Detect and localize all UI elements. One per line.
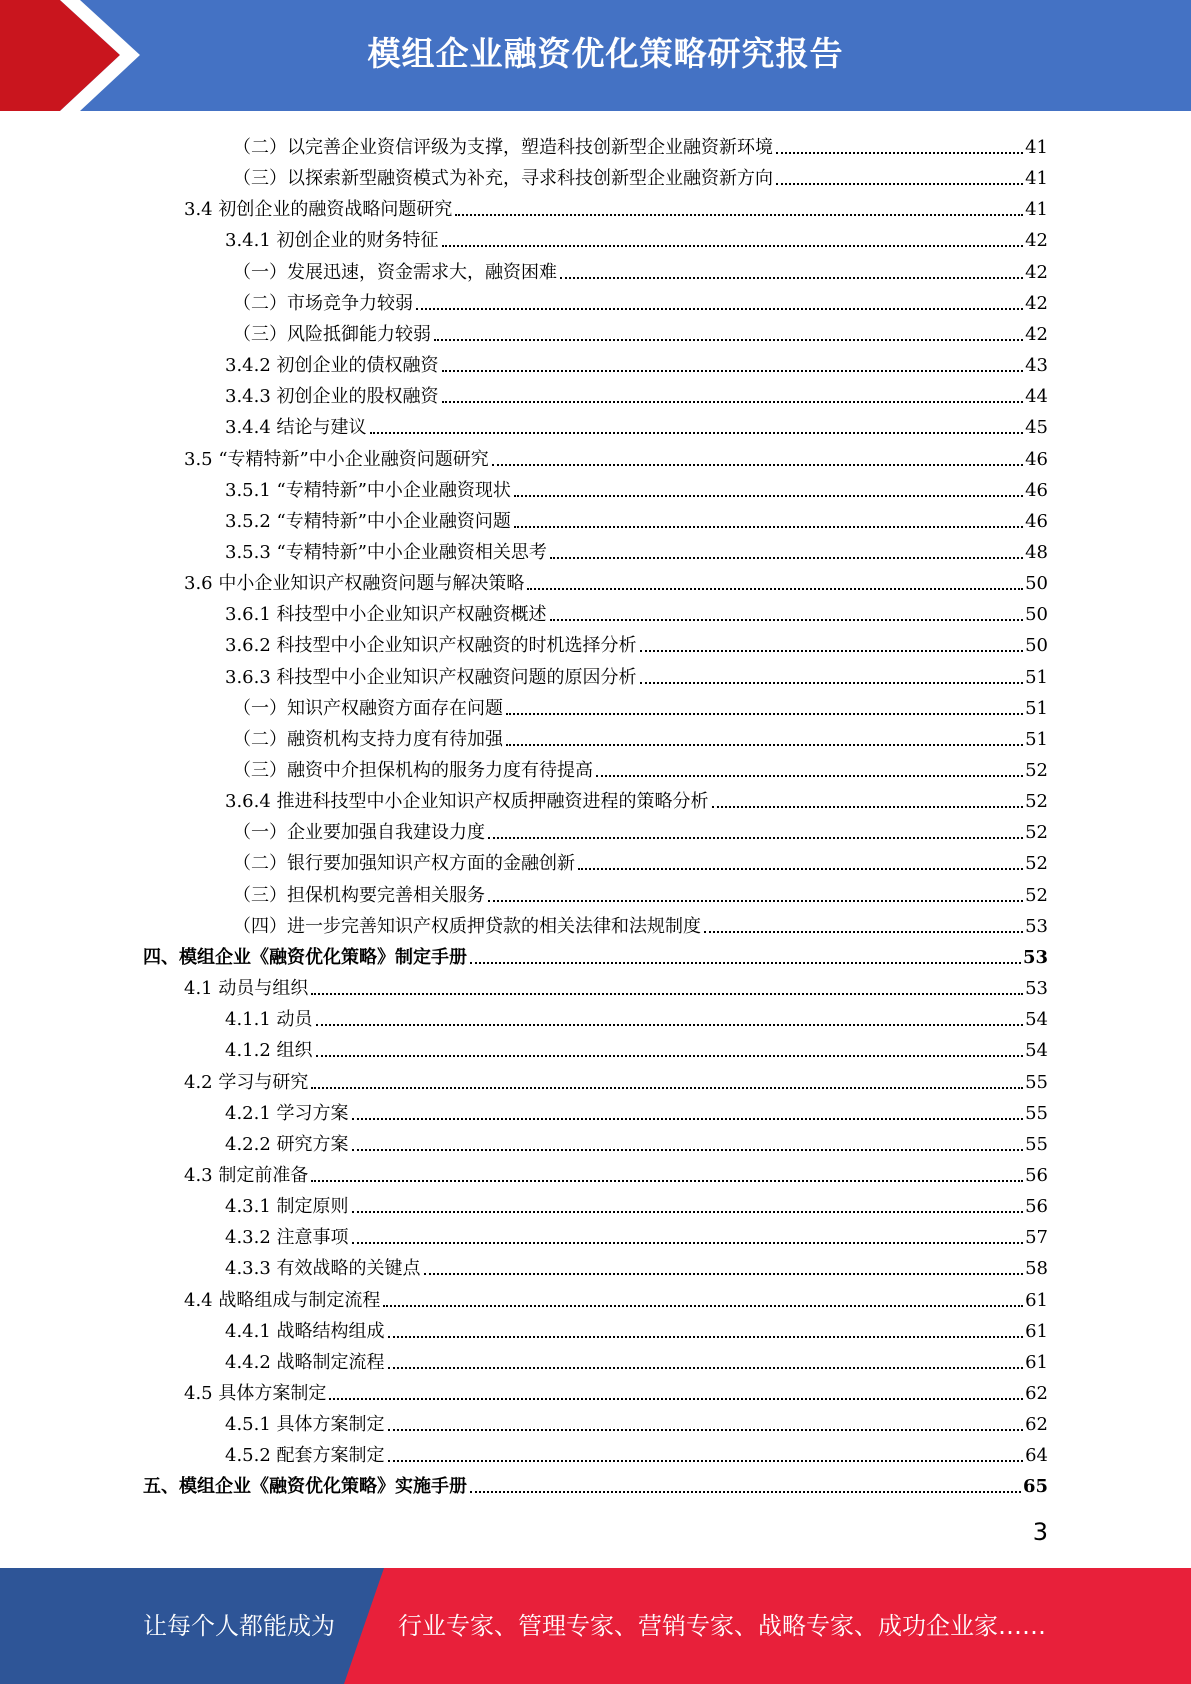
toc-leader-dots — [550, 556, 1023, 559]
toc-entry-page: 43 — [1025, 355, 1048, 377]
toc-leader-dots — [352, 1148, 1024, 1151]
toc-leader-dots — [550, 618, 1024, 621]
toc-entry-page: 51 — [1025, 697, 1048, 719]
footer-slogan-left: 让每个人都能成为 — [143, 1612, 335, 1640]
toc-entry-label: 4.5.1 具体方案制定 — [225, 1414, 385, 1436]
toc-entry-page: 55 — [1025, 1102, 1048, 1124]
toc-entry[interactable] — [225, 1249, 1048, 1280]
toc-entry-label: 4.3.3 有效战略的关键点 — [225, 1258, 421, 1280]
toc-entry-page: 51 — [1025, 728, 1048, 750]
toc-entry-label: 4.5.2 配套方案制定 — [225, 1445, 385, 1467]
toc-entry-label: （三）融资中介担保机构的服务力度有待提高 — [233, 760, 593, 781]
toc-entry-label: 3.5.3 “专精特新”中小企业融资相关思考 — [225, 541, 547, 563]
toc-entry-label: （三）以探索新型融资模式为补充，寻求科技创新型企业融资新方向 — [233, 168, 773, 190]
toc-entry[interactable] — [184, 190, 1048, 221]
toc-entry-label: 3.6 中小企业知识产权融资问题与解决策略 — [184, 573, 525, 595]
toc-leader-dots — [455, 213, 1023, 216]
toc-entry-page: 62 — [1025, 1383, 1048, 1404]
toc-entry-label: （二）融资机构支持力度有待加强 — [233, 728, 503, 750]
toc-leader-dots — [424, 1272, 1024, 1275]
toc-entry-page: 50 — [1025, 604, 1048, 626]
report-title: 模组企业融资优化策略研究报告 — [367, 34, 844, 73]
toc-entry[interactable] — [225, 1125, 1048, 1156]
toc-entry-page: 55 — [1025, 1133, 1048, 1155]
toc-entry-label: 4.3.2 注意事项 — [225, 1227, 349, 1249]
toc-entry[interactable] — [233, 751, 1048, 782]
toc-entry-page: 62 — [1025, 1414, 1048, 1436]
toc-leader-dots — [776, 151, 1023, 154]
toc-leader-dots — [470, 1490, 1021, 1493]
toc-entry[interactable] — [233, 315, 1048, 346]
page-number: 3 — [1032, 1518, 1048, 1546]
toc-entry-page: 56 — [1025, 1164, 1048, 1186]
toc-entry-page: 41 — [1025, 199, 1048, 221]
toc-entry[interactable] — [225, 1436, 1048, 1467]
toc-leader-dots — [388, 1366, 1024, 1369]
toc-entry[interactable] — [225, 1187, 1048, 1218]
toc-entry-label: 4.2.2 研究方案 — [225, 1133, 349, 1155]
toc-entry-label: （一）企业要加强自我建设力度 — [233, 822, 485, 844]
toc-leader-dots — [506, 743, 1023, 746]
toc-entry-label: 4.1.1 动员 — [225, 1009, 313, 1031]
toc-entry-page: 42 — [1025, 323, 1048, 345]
toc-entry-page: 45 — [1025, 417, 1048, 439]
toc-entry-label: 3.5.2 “专精特新”中小企业融资问题 — [225, 510, 511, 532]
toc-entry[interactable] — [184, 1156, 1048, 1187]
toc-entry[interactable] — [184, 564, 1048, 595]
toc-entry-label: 3.6.4 推进科技型中小企业知识产权质押融资进程的策略分析 — [225, 791, 709, 813]
toc-entry-label: 四、模组企业《融资优化策略》制定手册 — [143, 946, 467, 968]
toc-leader-dots — [640, 681, 1024, 684]
footer-slogan-right: 行业专家、管理专家、营销专家、战略专家、成功企业家…… — [398, 1612, 1046, 1640]
toc-leader-dots — [514, 525, 1023, 528]
toc-leader-dots — [776, 182, 1023, 185]
toc-entry[interactable] — [225, 533, 1048, 564]
toc-leader-dots — [514, 494, 1023, 497]
toc-entry-page: 52 — [1025, 760, 1048, 781]
toc-entry-label: 4.3 制定前准备 — [184, 1164, 309, 1186]
toc-entry-label: 4.5 具体方案制定 — [184, 1383, 327, 1404]
toc-entry-label: 3.4.4 结论与建议 — [225, 417, 367, 439]
toc-entry[interactable] — [184, 440, 1048, 471]
toc-entry[interactable] — [225, 626, 1048, 657]
toc-entry-page: 52 — [1025, 853, 1048, 875]
toc-entry[interactable] — [225, 1094, 1048, 1125]
toc-entry[interactable] — [233, 720, 1048, 751]
toc-entry-label: 3.4.2 初创企业的债权融资 — [225, 355, 439, 377]
toc-entry-page: 61 — [1025, 1289, 1048, 1311]
toc-entry-page: 46 — [1025, 510, 1048, 532]
toc-entry-page: 42 — [1025, 261, 1048, 283]
toc-entry-page: 64 — [1025, 1445, 1048, 1467]
toc-leader-dots — [434, 338, 1023, 341]
toc-leader-dots — [329, 1397, 1023, 1400]
toc-entry[interactable] — [233, 128, 1048, 159]
toc-entry-label: 4.2 学习与研究 — [184, 1071, 309, 1093]
toc-entry-label: 3.6.2 科技型中小企业知识产权融资的时机选择分析 — [225, 635, 637, 657]
toc-entry[interactable] — [225, 471, 1048, 502]
toc-entry-label: 3.6.3 科技型中小企业知识产权融资问题的原因分析 — [225, 666, 637, 688]
toc-entry[interactable] — [225, 1312, 1048, 1343]
toc-entry-page: 53 — [1025, 978, 1048, 1000]
toc-entry-page: 58 — [1025, 1258, 1048, 1280]
toc-leader-dots — [370, 431, 1024, 434]
toc-entry-label: 4.2.1 学习方案 — [225, 1102, 349, 1124]
toc-entry[interactable] — [225, 658, 1048, 689]
toc-leader-dots — [488, 836, 1023, 839]
toc-entry-page: 61 — [1025, 1351, 1048, 1373]
toc-leader-dots — [316, 1023, 1024, 1026]
toc-entry-label: 4.3.1 制定原则 — [225, 1196, 349, 1218]
toc-leader-dots — [388, 1459, 1024, 1462]
toc-leader-dots — [352, 1241, 1024, 1244]
toc-entry-page: 53 — [1025, 915, 1048, 937]
toc-leader-dots — [506, 712, 1023, 715]
toc-entry[interactable] — [225, 595, 1048, 626]
toc-entry[interactable] — [225, 346, 1048, 377]
toc-entry-page: 52 — [1025, 791, 1048, 813]
toc-entry[interactable] — [225, 221, 1048, 252]
toc-entry-page: 54 — [1025, 1009, 1048, 1031]
toc-entry-page: 56 — [1025, 1196, 1048, 1218]
toc-leader-dots — [311, 1086, 1023, 1089]
toc-leader-dots — [704, 930, 1023, 933]
toc-entry[interactable] — [225, 502, 1048, 533]
toc-entry-page: 55 — [1025, 1071, 1048, 1093]
toc-entry-label: （三）风险抵御能力较弱 — [233, 323, 431, 345]
toc-leader-dots — [388, 1335, 1024, 1338]
toc-entry-label: 4.4.1 战略结构组成 — [225, 1320, 385, 1342]
toc-leader-dots — [527, 587, 1023, 590]
toc-entry-label: （三）担保机构要完善相关服务 — [233, 884, 485, 906]
toc-entry[interactable] — [225, 408, 1048, 439]
toc-entry-page: 44 — [1025, 386, 1048, 408]
toc-leader-dots — [416, 307, 1023, 310]
toc-entry-label: （二）市场竞争力较弱 — [233, 292, 413, 314]
toc-entry-label: （二）银行要加强知识产权方面的金融创新 — [233, 853, 575, 875]
toc-leader-dots — [442, 369, 1024, 372]
toc-entry[interactable] — [233, 284, 1048, 315]
toc-entry-page: 42 — [1025, 230, 1048, 252]
toc-entry[interactable] — [143, 938, 1048, 969]
toc-entry[interactable] — [143, 1467, 1048, 1498]
toc-entry[interactable] — [225, 1343, 1048, 1374]
toc-entry-page: 50 — [1025, 573, 1048, 595]
toc-entry[interactable] — [184, 969, 1048, 1000]
toc-entry-page: 65 — [1022, 1476, 1048, 1498]
toc-entry-label: 3.4 初创企业的融资战略问题研究 — [184, 199, 453, 221]
toc-entry-page: 41 — [1025, 168, 1048, 190]
toc-entry[interactable] — [233, 907, 1048, 938]
toc-leader-dots — [492, 463, 1023, 466]
toc-entry[interactable] — [225, 782, 1048, 813]
toc-leader-dots — [352, 1210, 1024, 1213]
toc-entry[interactable] — [184, 1063, 1048, 1094]
toc-leader-dots — [311, 992, 1023, 995]
toc-leader-dots — [316, 1054, 1024, 1057]
toc-leader-dots — [442, 244, 1024, 247]
toc-entry-label: 4.1 动员与组织 — [184, 978, 309, 1000]
toc-leader-dots — [383, 1304, 1023, 1307]
toc-leader-dots — [470, 961, 1021, 964]
toc-entry[interactable] — [184, 1281, 1048, 1312]
toc-entry[interactable] — [225, 1031, 1048, 1062]
toc-leader-dots — [352, 1117, 1024, 1120]
toc-entry[interactable] — [233, 253, 1048, 284]
toc-leader-dots — [311, 1179, 1023, 1182]
toc-entry[interactable] — [233, 876, 1048, 907]
toc-entry-page: 54 — [1025, 1040, 1048, 1062]
toc-entry-page: 61 — [1025, 1320, 1048, 1342]
toc-entry-page: 51 — [1025, 666, 1048, 688]
toc-entry-label: 3.5.1 “专精特新”中小企业融资现状 — [225, 479, 511, 501]
toc-leader-dots — [388, 1428, 1024, 1431]
toc-entry-label: 3.6.1 科技型中小企业知识产权融资概述 — [225, 604, 547, 626]
toc-entry-page: 52 — [1025, 822, 1048, 844]
toc-entry-page: 41 — [1025, 137, 1048, 158]
toc-entry-label: 4.4 战略组成与制定流程 — [184, 1289, 381, 1311]
toc-entry-label: 3.4.3 初创企业的股权融资 — [225, 386, 439, 408]
toc-entry[interactable] — [225, 1405, 1048, 1436]
page-header — [0, 0, 1191, 111]
toc-entry[interactable] — [225, 1218, 1048, 1249]
page-footer — [0, 1568, 1191, 1684]
toc-entry-page: 46 — [1025, 479, 1048, 501]
toc-entry-label: （一）发展迅速，资金需求大，融资困难 — [233, 261, 557, 283]
toc-leader-dots — [442, 400, 1024, 403]
toc-entry[interactable] — [233, 813, 1048, 844]
toc-entry-label: 3.5 “专精特新”中小企业融资问题研究 — [184, 448, 489, 470]
toc-entry[interactable] — [225, 1000, 1048, 1031]
toc-entry-page: 48 — [1025, 541, 1048, 563]
toc-leader-dots — [578, 867, 1023, 870]
toc-leader-dots — [640, 649, 1024, 652]
toc-entry-label: 五、模组企业《融资优化策略》实施手册 — [143, 1476, 467, 1498]
toc-leader-dots — [712, 805, 1024, 808]
toc-entry[interactable] — [233, 844, 1048, 875]
toc-entry[interactable] — [225, 377, 1048, 408]
toc-entry-page: 53 — [1022, 946, 1048, 968]
toc-entry-page: 57 — [1025, 1227, 1048, 1249]
toc-entry-page: 50 — [1025, 635, 1048, 657]
toc-entry-label: 3.4.1 初创企业的财务特征 — [225, 230, 439, 252]
toc-leader-dots — [560, 276, 1023, 279]
toc-entry-label: （二）以完善企业资信评级为支撑，塑造科技创新型企业融资新环境 — [233, 137, 773, 158]
toc-entry-label: （一）知识产权融资方面存在问题 — [233, 697, 503, 719]
toc-entry-page: 42 — [1025, 292, 1048, 314]
toc-entry-label: （四）进一步完善知识产权质押贷款的相关法律和法规制度 — [233, 915, 701, 937]
toc-entry-page: 46 — [1025, 448, 1048, 470]
toc-leader-dots — [488, 899, 1023, 902]
toc-entry[interactable] — [233, 689, 1048, 720]
toc-entry[interactable] — [184, 1374, 1048, 1405]
toc-entry-page: 52 — [1025, 884, 1048, 906]
toc-leader-dots — [596, 774, 1023, 777]
toc-entry-label: 4.4.2 战略制定流程 — [225, 1351, 385, 1373]
toc-entry-label: 4.1.2 组织 — [225, 1040, 313, 1062]
toc-entry[interactable] — [233, 159, 1048, 190]
